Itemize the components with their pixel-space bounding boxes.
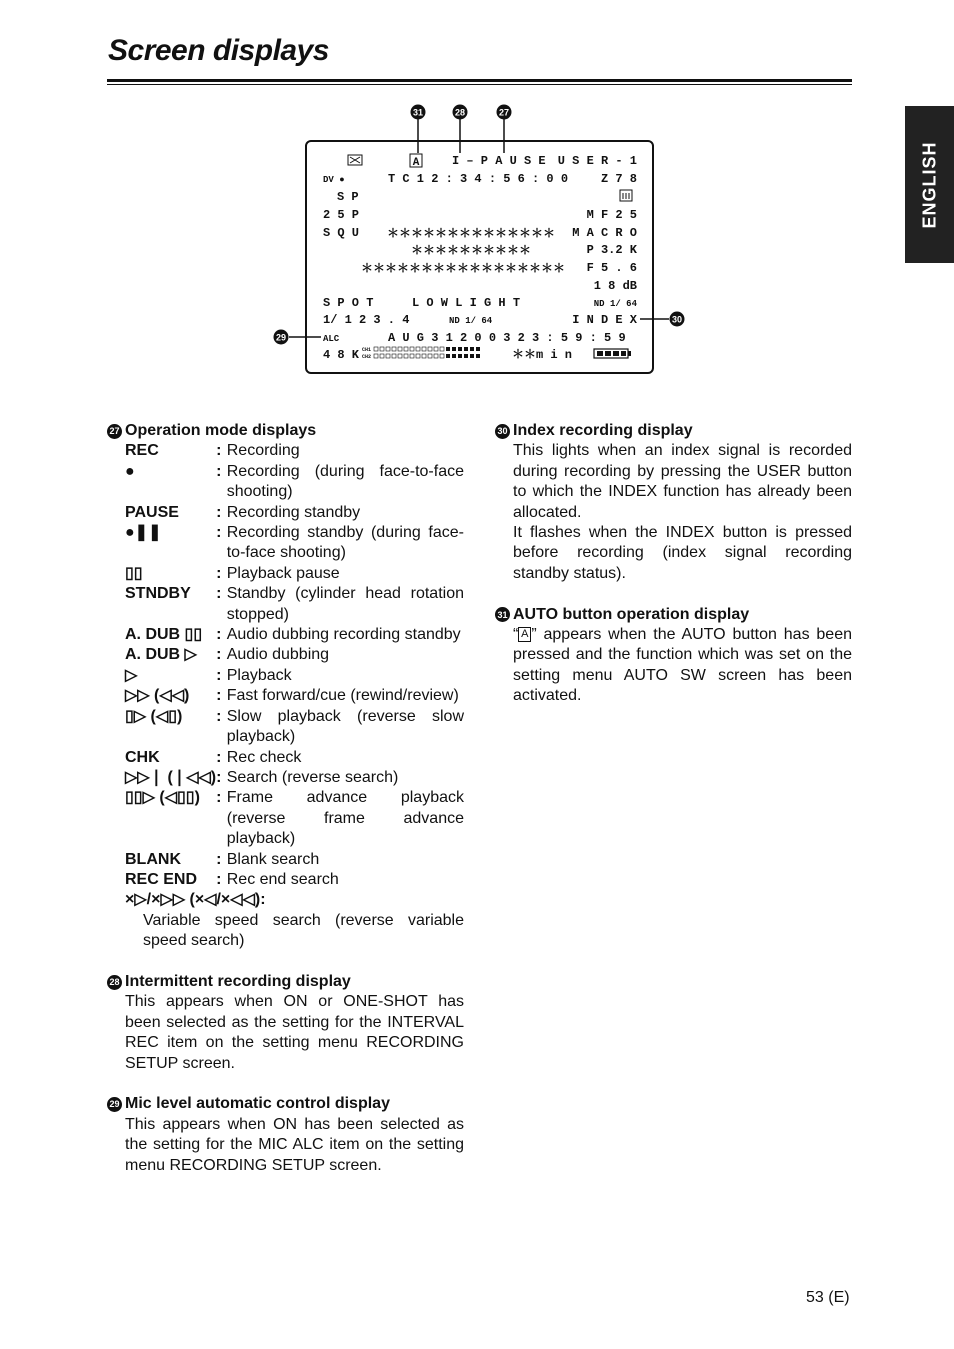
user-readout: U S E R - 1 [557,154,637,168]
operation-mode-colon: : [216,503,222,521]
callout-27 [497,105,512,120]
operation-mode-term: PAUSE [125,503,179,521]
white-balance-readout: P 3.2 K [586,243,637,257]
gain-readout: 1 8 dB [593,279,637,293]
operation-mode-row [125,584,464,625]
nd-filter-readout: ND 1/ 64 [593,299,637,309]
svg-text:31: 31 [412,107,424,118]
variable-speed-desc: Variable speed search (reverse variable speed search) [143,911,464,950]
svg-text:27: 27 [498,107,510,118]
operation-mode-colon: : [216,442,222,460]
section-31-quote-open: “ [513,626,519,644]
operation-mode-colon: : [216,626,222,644]
operation-mode-desc: Standby (cylinder head rotation stopped) [226,585,464,623]
operation-mode-row [125,686,464,706]
operation-mode-row [125,625,464,645]
operation-mode-desc: Audio dubbing [226,646,330,664]
dv-readout: DV ● [323,175,345,185]
meter-segment [446,347,450,351]
svg-text:30: 30 [671,314,683,325]
operation-mode-row [125,748,464,768]
date-time-readout: A U G 3 1 2 0 0 3 2 3 : 5 9 : 5 9 [388,331,626,345]
operation-mode-colon: : [216,768,222,786]
operation-mode-row [125,850,464,870]
page-title: Screen displays [108,34,329,67]
operation-mode-term: REC END [125,870,198,888]
section-31-number: 31 [495,607,510,622]
meter-segment [452,354,456,358]
remaining-time-readout: ＊＊m i n [512,348,573,362]
auto-box-inline-icon: A [518,627,531,642]
timecode-readout: T C 1 2 : 3 4 : 5 6 : 0 0 [388,172,569,186]
meter-segment [446,354,450,358]
index-readout: I N D E X [572,313,637,327]
section-31-body [495,625,852,707]
operation-mode-colon: : [216,687,222,705]
meter-segment [476,347,480,351]
operation-mode-term: A. DUB ▯▯ [125,626,203,644]
callout-29 [274,330,289,345]
operation-mode-row [125,666,464,686]
iris-readout: F 5 . 6 [586,261,637,275]
meter-segment [458,354,462,358]
operation-mode-term: ▯▷ (◁▯) [125,707,183,725]
operation-mode-desc: Slow playback (reverse slow playback) [226,707,464,746]
operation-mode-term: ▯▯▷ (◁▯▯) [125,789,200,807]
section-29-title: Mic level automatic control display [125,1095,390,1113]
operation-mode-desc: Blank search [226,850,320,868]
operation-mode-desc: Audio dubbing recording standby [226,626,461,644]
section-28-title: Intermittent recording display [125,972,351,990]
operation-mode-colon: : [216,748,222,766]
meter-segment [464,347,468,351]
asterisk-line-3: ＊＊＊＊＊＊＊＊＊＊＊＊＊＊＊＊＊ [361,262,566,276]
operation-mode-desc: Recording (during face-to-face shooting) [226,462,464,501]
operation-mode-term: ●❚❚ [125,524,162,542]
shutter-readout: 1/ 1 2 3 . 4 [323,313,410,327]
operation-mode-colon: : [216,462,222,480]
operation-mode-term: BLANK [125,850,181,868]
operation-mode-row [125,503,464,523]
ch1-label: CH1 [362,347,372,353]
section-28-body: This appears when ON or ONE-SHOT has been selected as the setting for the INTERVAL REC item on the setting menu RECORDING SETUP screen. [125,993,464,1072]
frame-rate-readout: 2 5 P [323,208,360,222]
operation-mode-row [125,462,464,503]
operation-mode-desc: Search (reverse search) [226,768,399,786]
operation-mode-term: ▷▷ (◁◁) [125,687,190,705]
operation-mode-desc: Playback pause [226,564,340,582]
screen-display-figure [0,0,954,400]
callout-28 [453,105,468,120]
meter-segment [476,354,480,358]
zoom-readout: Z 7 8 [600,172,637,186]
svg-text:29: 29 [275,332,287,343]
left-column [107,421,464,1176]
operation-mode-desc: Recording standby (during face-to-face shooting) [226,524,464,562]
operation-mode-desc: Rec check [226,748,302,766]
operation-mode-desc: Playback [226,666,292,684]
meter-segment [470,347,474,351]
section-31-body-text: ” appears when the AUTO button has been pressed and the function which was set on the setting menu AUTO SW screen has been activated. [513,626,852,705]
callout-30 [670,312,685,327]
operation-mode-colon: : [216,707,222,725]
operation-mode-term: ▯▯ [125,564,143,582]
squeeze-readout: S Q U [323,226,360,240]
operation-mode-row [125,768,464,788]
language-tab-label: ENGLISH [919,140,939,229]
asterisk-line-1: ＊＊＊＊＊＊＊＊＊＊＊＊＊＊ [387,227,556,241]
operation-mode-term: ● [125,462,135,480]
svg-text:28: 28 [454,107,466,118]
operation-mode-desc: Frame advance playback (reverse frame advance playback) [226,789,464,848]
operation-mode-row [125,707,464,748]
section-28-number: 28 [107,975,122,990]
operation-mode-term: CHK [125,748,160,766]
operation-mode-colon: : [216,524,222,542]
operation-mode-desc: Rec end search [226,870,339,888]
alc-readout: ALC [323,334,340,344]
callout-31 [411,105,426,120]
section-27-title: Operation mode displays [125,422,317,439]
section-30-number: 30 [495,424,510,439]
right-column [495,421,852,707]
section-30-title: Index recording display [513,422,693,439]
operation-mode-colon: : [216,666,222,684]
operation-mode-row [125,564,464,584]
section-30-body-1: This lights when an index signal is recorded during recording by pressing the USER button to which the INDEX function has already been allocated. [513,442,852,521]
section-29-number: 29 [107,1097,122,1112]
operation-mode-row [125,441,464,461]
section-28-heading [107,972,464,992]
operation-mode-table [125,441,464,890]
operation-mode-row [125,788,464,849]
section-31-heading [495,605,852,625]
meter-segment [464,354,468,358]
nd-filter-readout-2: ND 1/ 64 [449,316,493,326]
audio-sample-readout: 4 8 K [323,348,360,362]
operation-mode-term: ▷▷❘ (❘◁◁) [125,768,217,786]
ch2-label: CH2 [362,354,372,360]
section-30-body-2: It flashes when the INDEX button is pressed before recording (index signal recording standby status). [513,524,852,582]
operation-mode-desc: Recording [226,442,300,460]
operation-mode-row [125,645,464,665]
operation-mode-colon: : [216,585,222,603]
operation-mode-colon: : [216,789,222,807]
operation-mode-row [125,870,464,890]
page-number: 53 (E) [806,1289,850,1306]
meter-segment [452,347,456,351]
operation-mode-term: ▷ [125,666,138,684]
section-27-heading [107,421,464,441]
macro-readout: M A C R O [572,226,637,240]
sp-readout: S P [337,190,359,204]
operation-mode-desc: Recording standby [226,503,361,521]
section-29-heading [107,1094,464,1114]
low-light-readout: L O W L I G H T [412,296,521,310]
operation-mode-row [125,523,464,564]
section-27-number: 27 [107,424,122,439]
operation-mode-colon: : [216,870,222,888]
section-29-body: This appears when ON has been selected as the setting for the MIC ALC item on the setting menu RECORDING SETUP screen. [125,1115,464,1174]
operation-mode-desc: Fast forward/cue (rewind/review) [226,687,459,705]
op-mode-readout: I – P A U S E [452,154,546,168]
variable-speed-term: ×▷/×▷▷ (×◁/×◁◁): [125,891,266,909]
focus-readout: M F 2 5 [586,208,637,222]
spot-readout: S P O T [323,296,374,310]
operation-mode-colon: : [216,646,222,664]
asterisk-line-2: ＊＊＊＊＊＊＊＊＊＊ [411,244,532,258]
operation-mode-colon: : [216,564,222,582]
operation-mode-term: REC [125,442,159,460]
section-30-heading [495,421,852,441]
operation-mode-term: A. DUB ▷ [125,646,197,664]
auto-box-label: A [412,157,420,169]
operation-mode-term: STNDBY [125,585,191,603]
operation-mode-colon: : [216,850,222,868]
meter-segment [470,354,474,358]
section-31-title: AUTO button operation display [513,605,750,623]
meter-segment [458,347,462,351]
